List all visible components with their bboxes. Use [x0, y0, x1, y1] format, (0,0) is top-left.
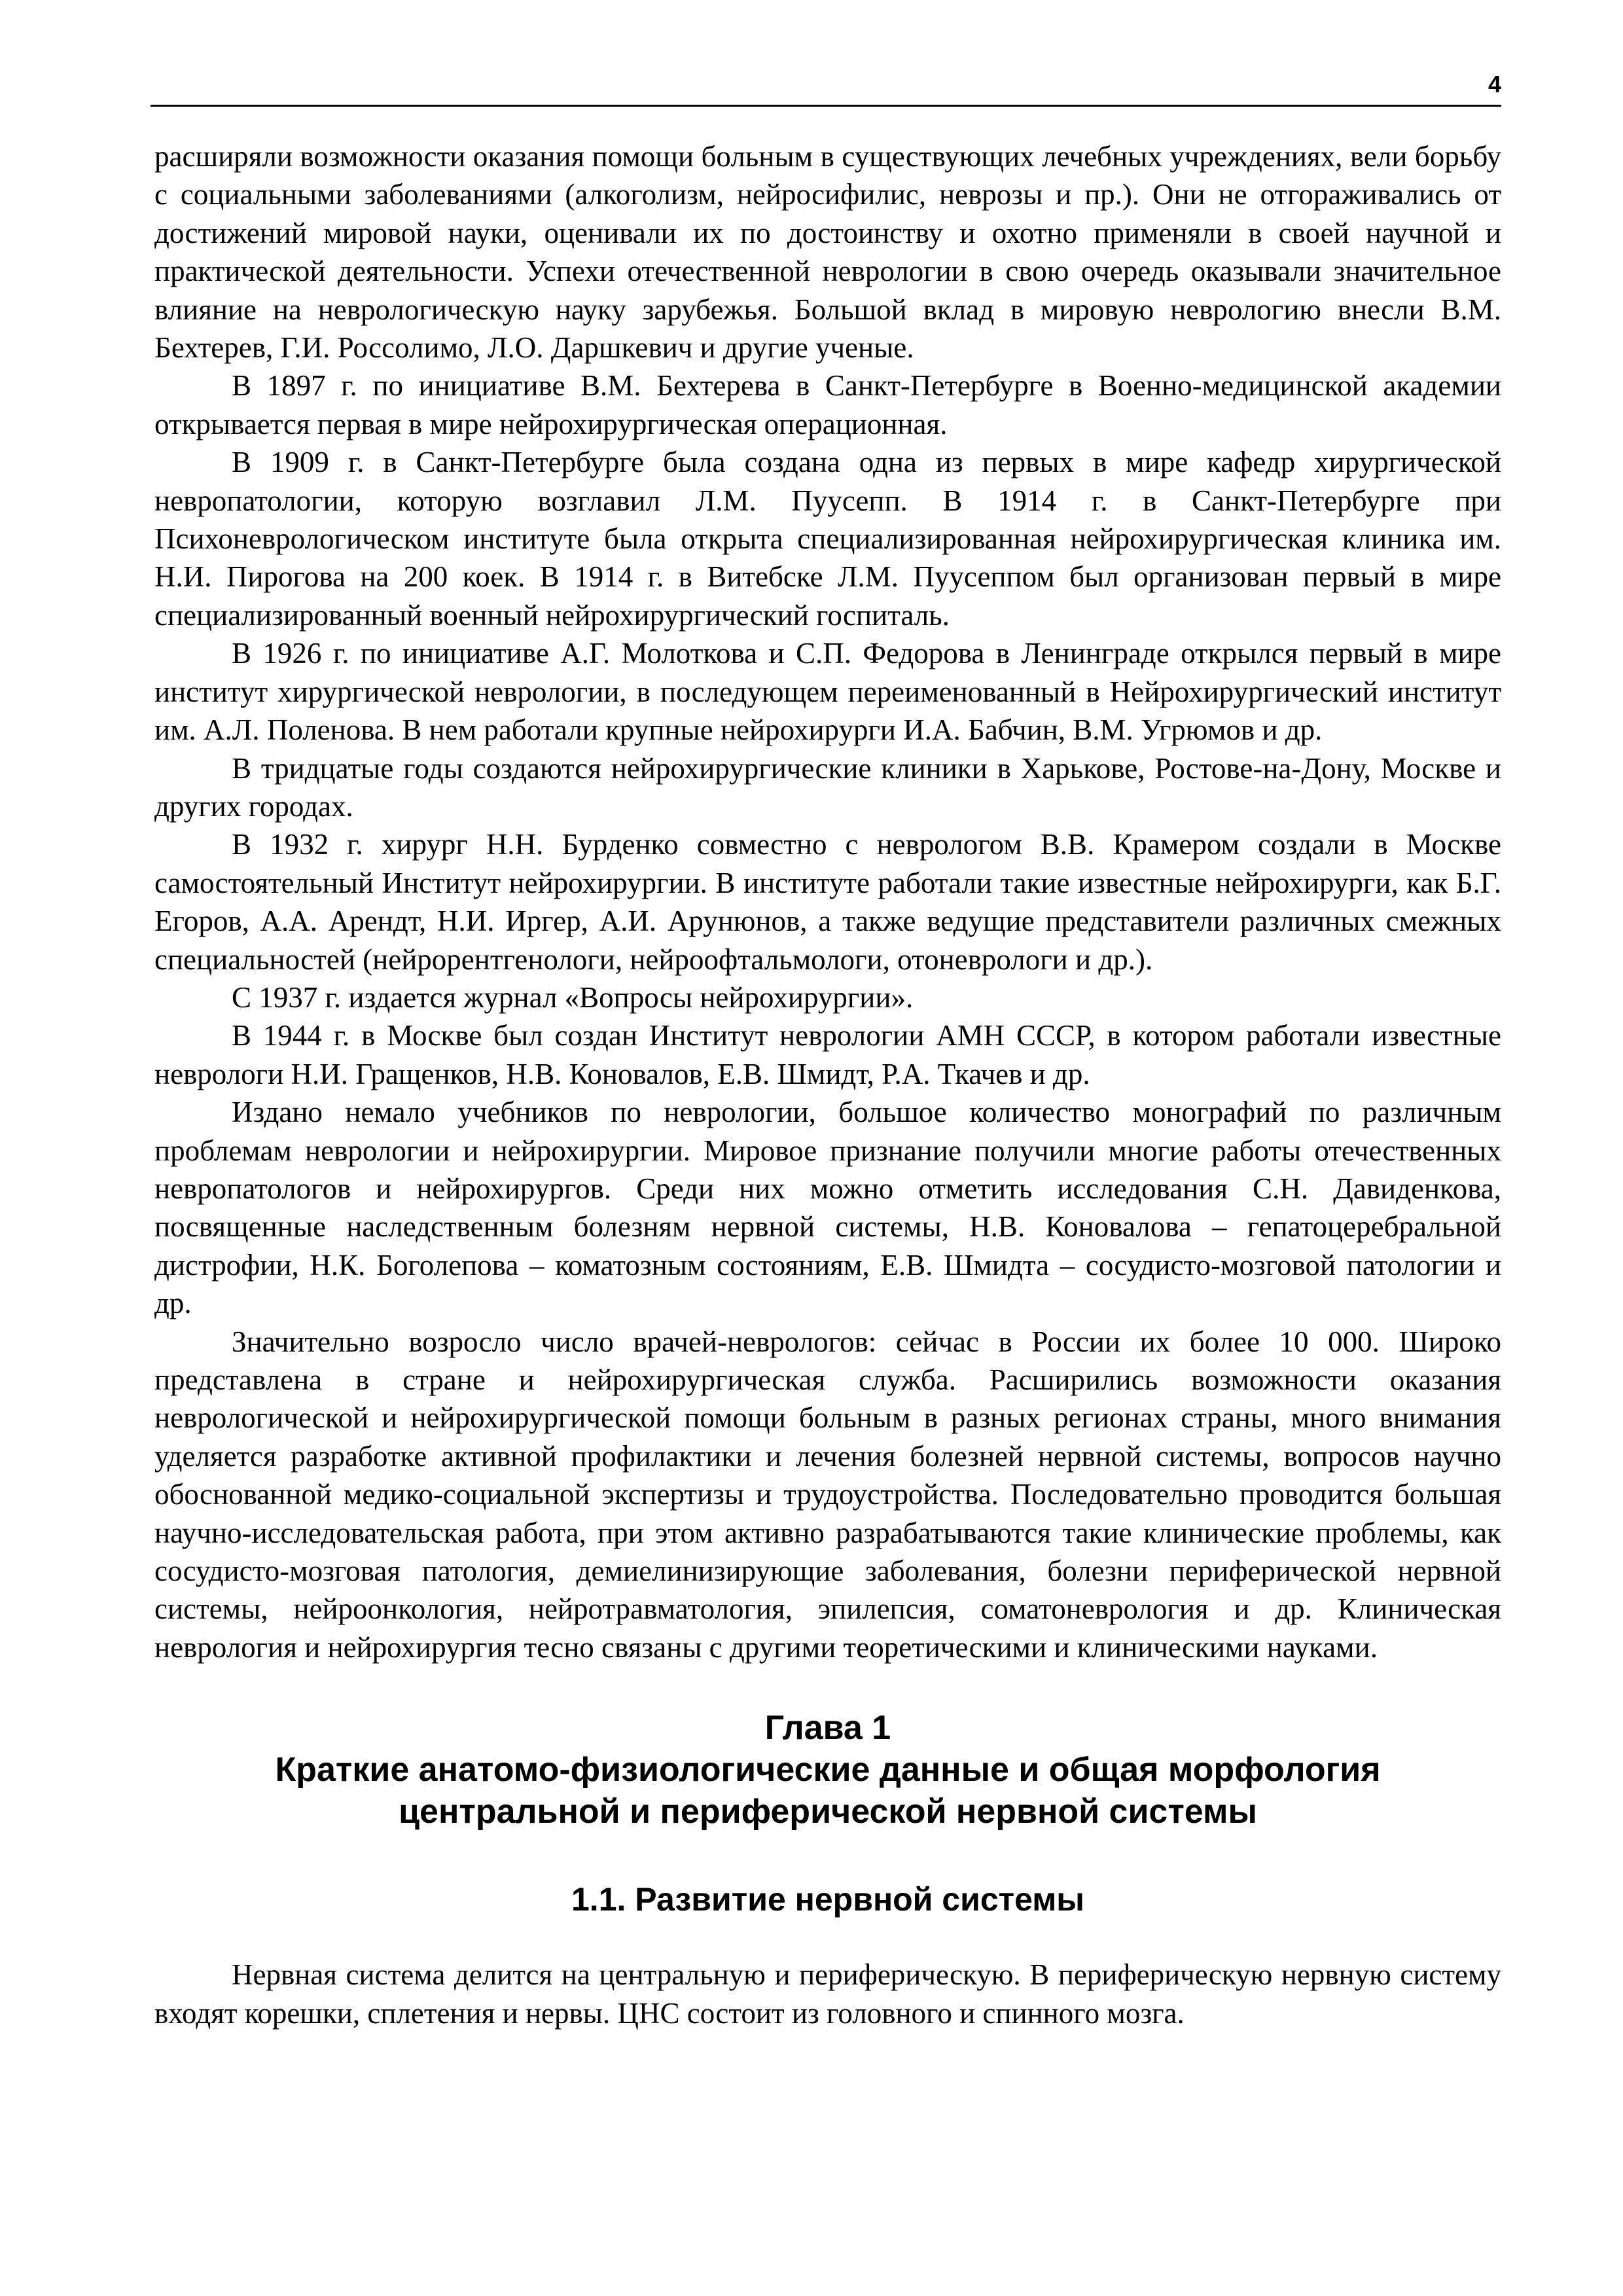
paragraph-10: Значительно возросло число врачей-неврологов: сейчас в России их более 10 000. Широко представлена в стране и нейрохирургическая служба. Расширились возможности оказания неврологической и нейрохирургической помощи больным в разных регионах страны, много внимания уделяется разработке активной профилактики и лечения болезней нервной системы, вопросов научно обоснованной медико-социальной экспертизы и трудоустройства. Последовательно проводится большая научно-исследовательская работа, при этом активно разрабатываются такие клинические проблемы, как сосудисто-мозговая патология, демиелинизирующие заболевания, болезни периферической нервной системы, нейроонкология, нейротравматология, эпилепсия, соматоневрология и др. Клиническая неврология и нейрохирургия тесно связаны с другими теоретическими и клиническими науками. [154, 1325, 1501, 1664]
page-number: 4 [1488, 71, 1501, 98]
paragraph-2: В 1897 г. по инициативе В.М. Бехтерева в Санкт-Петербурге в Военно-медицинской академии открывается первая в мире нейрохирургическая операционная. [154, 369, 1501, 440]
paragraph-5: В тридцатые годы создаются нейрохирургические клиники в Харькове, Ростове-на-Дону, Москве и других городах. [154, 751, 1501, 823]
paragraph-4: В 1926 г. по инициативе А.Г. Молоткова и С.П. Федорова в Ленинграде открылся первый в мире институт хирургической неврологии, в последующем переименованный в Нейрохирургический институт им. А.Л. Поленова. В нем работали крупные нейрохирурги И.А. Бабчин, В.М. Угрюмов и др. [154, 637, 1501, 747]
paragraph-6: В 1932 г. хирург Н.Н. Бурденко совместно с неврологом В.В. Крамером создали в Москве самостоятельный Институт нейрохирургии. В институте работали такие известные нейрохирурги, как Б.Г. Егоров, А.А. Арендт, Н.И. Иргер, А.И. Арунюнов, а также ведущие представители различных смежных специальностей (нейрорентгенологи, нейроофтальмологи, отоневрологи и др.). [154, 828, 1501, 976]
paragraph-1: расширяли возможности оказания помощи больным в существующих лечебных учреждениях, вели борьбу с социальными заболеваниями (алкоголизм, нейросифилис, неврозы и пр.). Они не отгораживались от достижений мировой науки, оценивали их по достоинству и охотно применяли в своей научной и практической деятельности. Успехи отечественной неврологии в свою очередь оказывали значительное влияние на неврологическую науку зарубежья. Большой вклад в мировую неврологию внесли В.М. Бехтерев, Г.И. Россолимо, Л.О. Даршкевич и другие ученые. [154, 140, 1501, 365]
chapter-label: Глава 1 [764, 1709, 891, 1748]
paragraph-9: Издано немало учебников по неврологии, большое количество монографий по различным проблемам неврологии и нейрохирургии. Мировое признание получили многие работы отечественных невропатологов и нейрохирургов. Среди них можно отметить исследования С.Н. Давиденкова, посвященные наследственным болезням нервной системы, Н.В. Коновалова – гепатоцеребральной дистрофии, Н.К. Боголепова – коматозным состояниям, Е.В. Шмидта – сосудисто-мозговой патологии и др. [154, 1096, 1501, 1320]
paragraph-3: В 1909 г. в Санкт-Петербурге была создана одна из первых в мире кафедр хирургической невропатологии, которую возглавил Л.М. Пуусепп. В 1914 г. в Санкт-Петербурге при Психоневрологическом институте была открыта специализированная нейрохирургическая клиника им. Н.И. Пирогова на 200 коек. В 1914 г. в Витебске Л.М. Пуусеппом был организован первый в мире специализированный военный нейрохирургический госпиталь. [154, 446, 1501, 632]
chapter-title: Краткие анатомо-физиологические данные и общая морфология центральной и периферической нервной системы [275, 1751, 1381, 1831]
paragraph-8: В 1944 г. в Москве был создан Институт неврологии АМН СССР, в котором работали известные неврологи Н.И. Гращенков, Н.В. Коновалов, Е.В. Шмидт, Р.А. Ткачев и др. [154, 1019, 1501, 1090]
body-text [154, 137, 1501, 2032]
header-rule [151, 105, 1501, 107]
paragraph-7: С 1937 г. издается журнал «Вопросы нейрохирургии». [232, 980, 914, 1014]
section-title: 1.1. Развитие нервной системы [571, 1881, 1084, 1918]
section-paragraph-1: Нервная система делится на центральную и периферическую. В периферическую нервную систему входят корешки, сплетения и нервы. ЦНС состоит из головного и спинного мозга. [154, 1958, 1501, 2030]
